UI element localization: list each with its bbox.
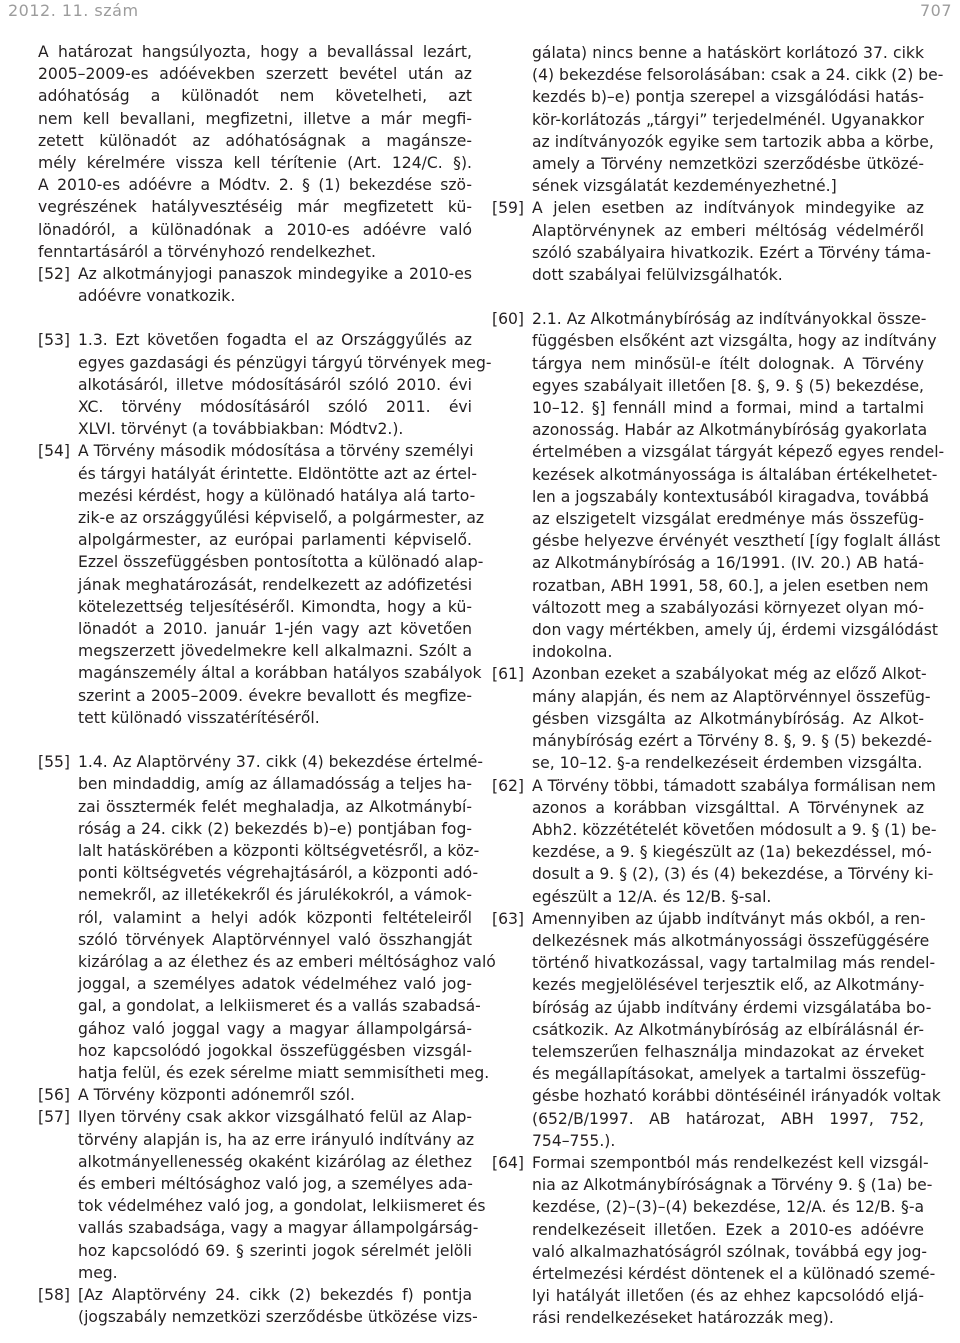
- text-line: való alkalmazhatóságról szólnak, továbbá egy jog-: [532, 1242, 928, 1261]
- text-line: az indítványozók egyike sem tartozik abba a körbe,: [532, 132, 934, 151]
- paragraph-54: [38, 440, 485, 729]
- text-line: magánszemély által a korábban hatályos szabályok: [78, 664, 482, 683]
- text-line: nia az Alkotmánybíróságnak a Törvény 9. § (1a) be-: [532, 1176, 933, 1195]
- text-line: kör-korlátozás „tárgyi” terjedelménél. Ugyanakkor: [532, 110, 924, 129]
- text-line: azonos a korábban vizsgálttal. A Törvénynek az: [532, 798, 924, 817]
- text-line: [Az Alaptörvény 24. cikk (2) bekezdés f) pontja: [78, 1285, 472, 1304]
- paragraph-number: [59]: [492, 199, 525, 218]
- text-line: A Törvény többi, támadott szabálya formálisan nem: [532, 776, 936, 795]
- text-line: megszerzett jövedelmekre kell alkalmazni. Szólt a: [78, 642, 472, 661]
- page-number: 707: [919, 1, 952, 20]
- text-line: gésbe hozható korábbi döntéséinél irányadók voltak: [532, 1087, 941, 1106]
- paragraph-62: [492, 775, 937, 908]
- text-line: len a jogszabály kontextusából kiragadva, továbbá: [532, 487, 930, 506]
- text-line: tárgya nem minősül-e ítélt dolognak. A Törvény: [532, 354, 924, 373]
- text-line: mány alapján, és nem az Alaptörvénnyel összefüg-: [532, 687, 931, 706]
- text-line: változott meg a szabályozási környezet olyan mó-: [532, 598, 924, 617]
- text-line: csátkozik. Az Alkotmánybíróság az elbírálásnál ér-: [532, 1020, 924, 1039]
- text-line: alkotmányellenesség okaként kizárólag az élethez: [78, 1152, 472, 1171]
- text-line: hatja felül, és ezek sérelme miatt semmisítheti meg.: [78, 1063, 490, 1082]
- paragraph-59: [492, 197, 931, 286]
- text-line: adóévre vonatkozik.: [78, 287, 236, 306]
- text-line: (4) bekezdése felsorolásában: csak a 24. cikk (2) be-: [532, 66, 944, 85]
- text-line: kezdése, a 9. § kiegészült az (1a) bekezdéssel, mó-: [532, 843, 932, 862]
- paragraph-number: [56]: [38, 1086, 71, 1105]
- text-line: (652/B/1997. AB határozat, ABH 1997, 752,: [532, 1109, 924, 1128]
- text-line: gához való joggal vagy a magyar állampolgársá-: [78, 1019, 472, 1038]
- paragraph-number: [64]: [492, 1153, 525, 1172]
- text-line: kezdése, (2)–(3)–(4) bekezdése, 12/A. és 12/B. §-a: [532, 1198, 924, 1217]
- text-line: A határozat hangsúlyozta, hogy a bevallással lezárt,: [38, 43, 472, 61]
- text-line: 1.3. Ezt követően fogadta el az Országgyűlés az: [78, 331, 472, 350]
- text-line: egyes gazdasági és pénzügyi tárgyú törvények meg-: [78, 353, 492, 372]
- text-line: kezdés b)–e) pontja szerepel a vizsgálódási hatás-: [532, 88, 924, 107]
- text-line: rozatban, ABH 1991, 58, 60.], a jelen esetben nem: [532, 576, 929, 595]
- paragraph-57: [38, 1106, 486, 1284]
- paragraph-58: [38, 1284, 478, 1328]
- text-line: 2.1. Az Alkotmánybíróság az indítványokkal össze-: [532, 310, 927, 329]
- paragraph-number: [62]: [492, 776, 525, 795]
- text-line: dosult a 9. § (2), (3) és (4) bekezdése, a Törvény ki-: [532, 865, 934, 884]
- paragraph-number: [54]: [38, 442, 71, 461]
- text-line: Abh2. közzétételét követően módosult a 9. § (1) be-: [532, 820, 937, 839]
- paragraph-60: [492, 308, 945, 663]
- left-column: [38, 41, 496, 1328]
- paragraph-number: [57]: [38, 1108, 71, 1127]
- text-line: hoz kapcsolódó jogokkal összefüggésben vizsgál-: [78, 1041, 472, 1060]
- text-line: az elszigetelt vizsgálat eredménye más összefüg-: [532, 510, 924, 529]
- text-line: lalt hatáskörében a központi költségvetésről, a köz-: [78, 841, 480, 860]
- text-line: és emberi méltósághoz való jog, a személyes ada-: [78, 1174, 473, 1193]
- text-line: bíróság az újabb indítvány érdemi vizsgálatába bo-: [532, 998, 932, 1017]
- text-line: 2005–2009-es adóévekben szerzett bevétel után az: [38, 65, 472, 84]
- text-line: XLVI. törvényt (a továbbiakban: Módtv2.).: [78, 420, 404, 439]
- paragraph-number: [52]: [38, 265, 71, 284]
- text-line: róság a 24. cikk (2) bekezdés b)–e) pontjában fog-: [78, 819, 472, 838]
- text-line: rási rendelkezéseket határozzák meg).: [532, 1309, 834, 1328]
- text-line: se, 10–12. §-a rendelkezéseit érdemben vizsgálta.: [532, 754, 923, 773]
- text-line: vegrészének hatályvesztéséig már megfizetett kü-: [38, 198, 472, 217]
- paragraph-number: [60]: [492, 310, 525, 329]
- text-line: szóló szabályaira hivatkozik. Ezért a Törvény táma-: [532, 243, 931, 262]
- text-line: alkotásáról, illetve módosításáról szóló 2010. évi: [78, 375, 472, 394]
- text-line: gálata) nincs benne a hatáskört korlátozó 37. cikk: [532, 44, 924, 62]
- paragraph-64: [492, 1152, 936, 1330]
- text-line: lyi hatályát illetően (és az ehhez kapcsolódó eljá-: [532, 1287, 924, 1306]
- paragraph-number: [63]: [492, 909, 525, 928]
- text-line: amely a Törvény nemzetközi szerződésbe ütközé-: [532, 155, 924, 174]
- text-line: szóló törvények Alaptörvénnyel való összhangját: [78, 930, 472, 949]
- text-line: egyes szabályait illetően [8. §, 9. § (5) bekezdése,: [532, 376, 924, 395]
- text-line: meg.: [78, 1263, 118, 1282]
- paragraph-56: [38, 1084, 472, 1106]
- text-line: alpolgármester, az európai parlamenti képviselő.: [78, 531, 472, 550]
- text-line: hoz kapcsolódó 69. § szerinti jogok sérelmét jelöli: [78, 1241, 472, 1260]
- text-line: Ilyen törvény csak akkor vizsgálható felül az Alap-: [78, 1108, 472, 1127]
- text-line: azonosság. Habár az Alkotmánybíróság gyakorlata: [532, 421, 928, 440]
- paragraph-52: [38, 263, 472, 307]
- text-line: jának meghatározását, rendelkezett az adófizetési: [78, 575, 473, 594]
- text-line: A 2010-es adóévre a Módtv. 2. § (1) bekezdése szö-: [38, 176, 472, 195]
- intro-paragraph: [38, 41, 472, 263]
- running-header: [0, 0, 960, 24]
- text-line: kezés megjelölésével terjesztik elő, az Alkotmány-: [532, 976, 925, 995]
- text-line: joggal, a személyes adatok védelméhez való jog-: [78, 975, 472, 994]
- text-line: törvény alapján is, ha az erre irányuló indítvány az: [78, 1130, 475, 1149]
- text-line: delkezésnek más alkotmányossági összefüggésére: [532, 931, 930, 950]
- text-line: kizárólag a az élethez és az emberi méltósághoz való: [78, 952, 496, 971]
- text-line: dott szabályai felülvizsgálhatók.: [532, 266, 783, 285]
- text-line: kötelezettség teljesítéséről. Kimondta, hogy a kü-: [78, 597, 472, 616]
- text-line: gésben vizsgálta az Alkotmánybíróság. Az Alkot-: [532, 709, 924, 728]
- text-line: kezések alkotmányossága is általában értékelhetet-: [532, 465, 938, 484]
- text-line: ponti költségvetés végrehajtásáról, a központi adó-: [78, 864, 479, 883]
- text-line: nemekről, az illetékekről és járulékokról, a vámok-: [78, 886, 472, 905]
- text-line: vallás szabadsága, vagy a magyar állampolgárság-: [78, 1219, 479, 1238]
- paragraph-number: [61]: [492, 665, 525, 684]
- text-line: Alaptörvénynek az emberi méltóság védelméről: [532, 221, 924, 240]
- text-line: 10–12. §] fennáll mind a formai, mind a tartalmi: [532, 399, 924, 418]
- text-line: gésbe helyezve érvényét veszthetí [így foglalt állást: [532, 532, 941, 551]
- text-line: gal, a gondolat, a lelkiismeret és a vallás szabadsá-: [78, 997, 481, 1016]
- text-line: rendelkezéseit illetően. Ezek a 2010-es adóévre: [532, 1220, 924, 1239]
- text-line: mezési kérdést, hogy a különadó hatálya alá tarto-: [78, 486, 476, 505]
- paragraph-53: [38, 329, 492, 440]
- text-line: A Törvény központi adónemről szól.: [78, 1086, 355, 1105]
- text-line: zetett különadót az adóhatóságnak a magánsze-: [38, 131, 472, 150]
- text-line: ben mindaddig, amíg az államadósság a teljes ha-: [78, 775, 472, 794]
- text-line: Formai szempontból más rendelkezést kell vizsgál-: [532, 1153, 929, 1172]
- text-line: zai össztermék felét meghaladja, az Alkotmánybí-: [78, 797, 472, 816]
- text-line: mánybíróság ezért a Törvény 8. §, 9. § (5) bekezdé-: [532, 732, 932, 751]
- right-column: [492, 42, 945, 1330]
- text-line: ról, valamint a helyi adók központi feltételeiről: [78, 908, 472, 927]
- text-line: értelmezési kérdést döntenek el a különadó szemé-: [532, 1264, 936, 1283]
- text-line: az Alkotmánybíróság a 16/1991. (IV. 20.) AB hatá-: [532, 554, 924, 573]
- text-line: 754–755.).: [532, 1131, 616, 1150]
- text-line: nem kell bevallani, megfizetni, illetve a már megfi-: [38, 109, 472, 128]
- text-line: don vagy mértékben, amely új, érdemi vizsgálódást: [532, 621, 938, 640]
- text-line: lönadót a 2010. január 1-jén vagy azt követően: [78, 620, 472, 639]
- text-line: mély kérelmére vissza kell térítenie (Art. 124/C. §).: [38, 154, 472, 173]
- text-line: Ezzel összefüggésben pontosította a különadó alap-: [78, 553, 484, 572]
- text-line: történő hivatkozással, vagy tartalmilag más rendel-: [532, 954, 936, 973]
- paragraph-58-continued: [492, 42, 944, 197]
- text-line: (jogszabály nemzetközi szerződésbe ütközése vizs-: [78, 1308, 478, 1327]
- text-line: indokolna.: [532, 643, 613, 662]
- paragraph-number: [58]: [38, 1285, 71, 1304]
- issue-label: 2012. 11. szám: [8, 1, 139, 20]
- paragraph-number: [53]: [38, 331, 71, 350]
- text-line: Az alkotmányjogi panaszok mindegyike a 2010-es: [78, 265, 472, 284]
- text-line: XC. törvény módosításáról szóló 2011. évi: [78, 398, 472, 417]
- paragraph-63: [492, 908, 941, 1152]
- text-line: és megállapításokat, amelyek a tartalmi összefüg-: [532, 1065, 927, 1084]
- text-line: zik-e az országgyűlési képviselő, a polgármester, az: [78, 509, 485, 528]
- text-line: tett különadó visszatérítéséről.: [78, 708, 320, 727]
- text-line: telemszerűen felhasználja mindazokat az érveket: [532, 1042, 924, 1061]
- text-line: és tárgyi hatályát érintette. Eldöntötte azt az értel-: [78, 464, 477, 483]
- text-line: A jelen esetben az indítványok mindegyike az: [532, 199, 924, 218]
- text-line: egészült a 12/A. és 12/B. §-sal.: [532, 887, 772, 906]
- text-line: lönadóról, a különadónak a 2010-es adóévre való: [38, 220, 472, 239]
- text-line: 1.4. Az Alaptörvény 37. cikk (4) bekezdése értelmé-: [78, 753, 484, 772]
- text-line: Amennyiben az újabb indítványt más okból, a ren-: [532, 909, 926, 928]
- text-line: függésben elsőként azt vizsgálta, hogy az indítvány: [532, 332, 937, 351]
- text-line: A Törvény második módosítása a törvény személyi: [78, 442, 474, 461]
- text-line: fenntartásáról a törvényhozó rendelkezhet.: [38, 242, 376, 261]
- text-line: értelmében a vizsgálat tárgyát képező egyes rendel-: [532, 443, 945, 462]
- text-line: szerint a 2005–2009. évekre bevallott és megfize-: [78, 686, 472, 705]
- paragraph-61: [492, 663, 932, 774]
- paragraph-number: [55]: [38, 753, 71, 772]
- text-line: adóhatóság a különadót nem követelheti, azt: [38, 87, 472, 106]
- paragraph-55: [38, 751, 496, 1084]
- text-line: Azonban ezeket a szabályokat még az előző Alkot-: [532, 665, 927, 684]
- text-line: tok védelméhez való jog, a gondolat, lelkiismeret és: [78, 1197, 486, 1216]
- text-line: sének vizsgálatát kezdeményezhetné.]: [532, 177, 837, 196]
